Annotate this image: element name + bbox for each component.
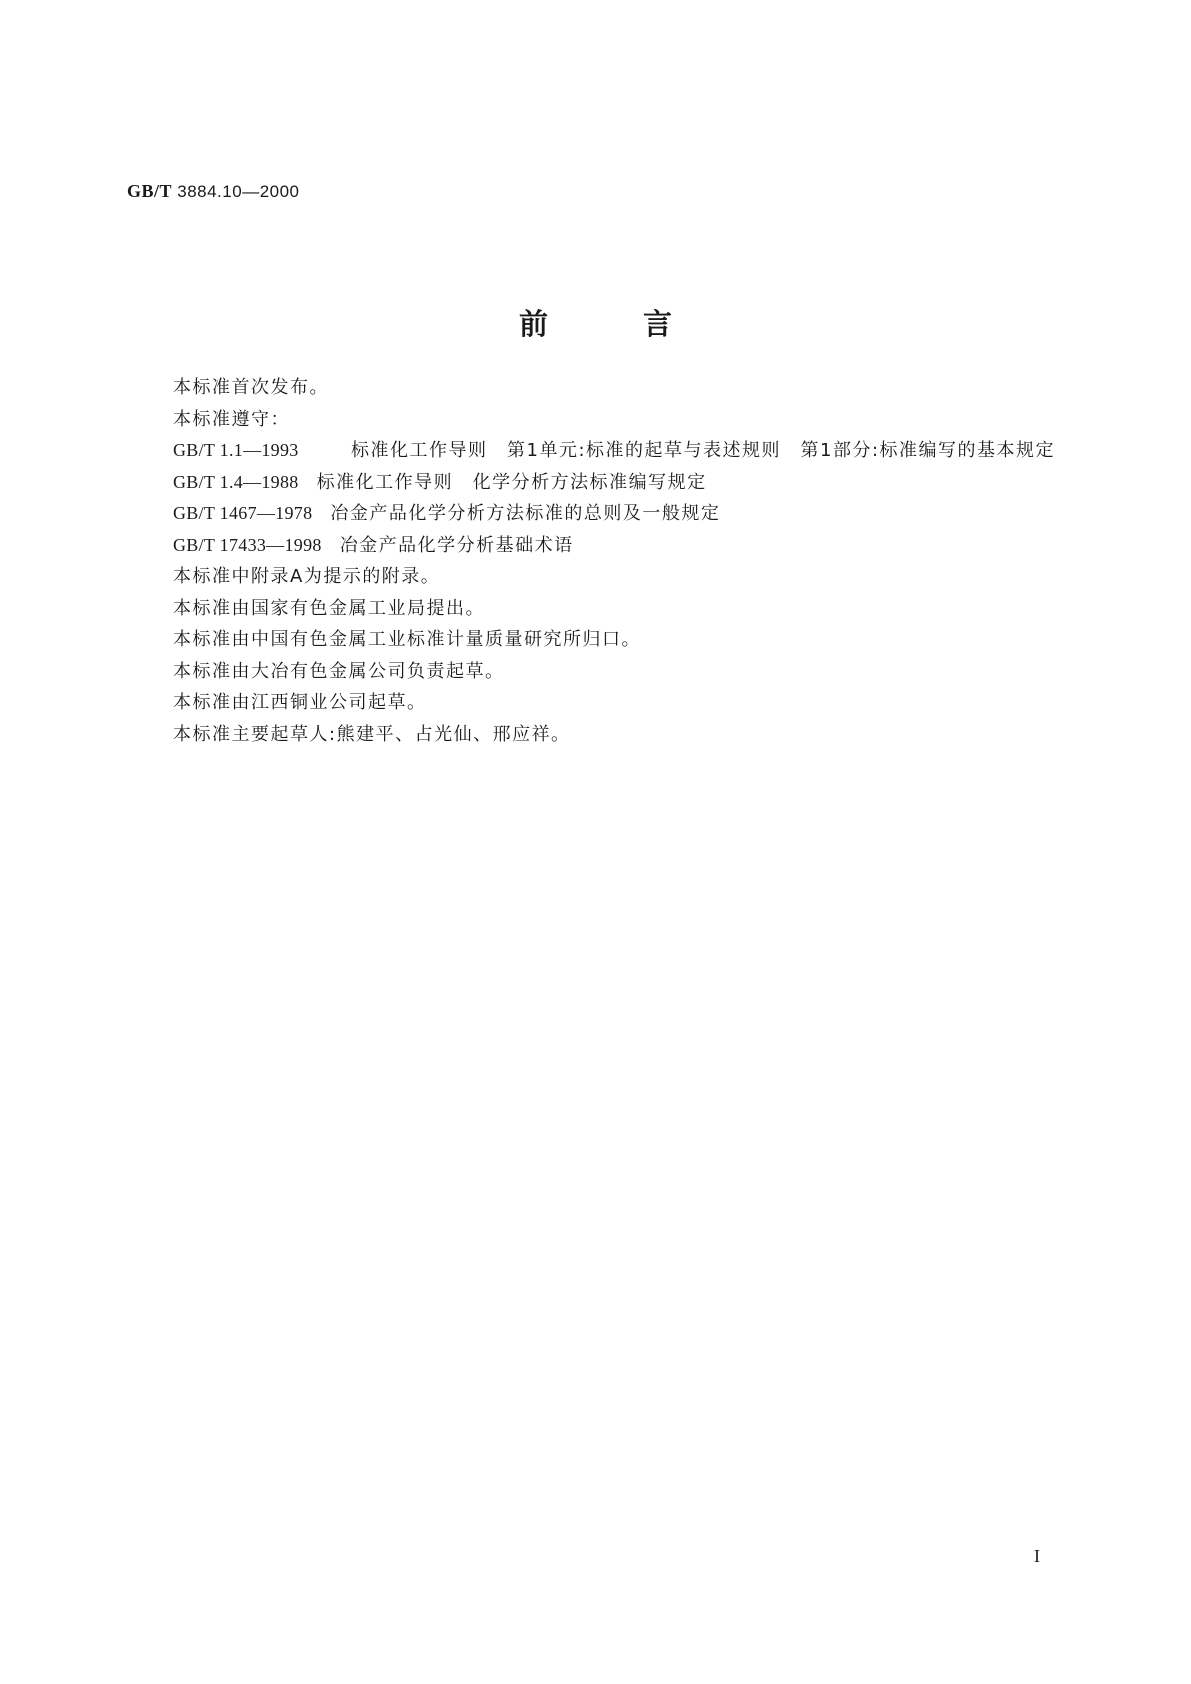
reference-code: GB/T 1.1—1993 [173,440,299,460]
standard-code-header [127,181,300,202]
reference-item [173,498,1073,530]
intro-line: 本标准遵守： [173,408,290,430]
page-number: I [1034,1546,1040,1566]
statement-line: 本标准由国家有色金属工业局提出。 [173,597,485,619]
reference-item [173,467,1073,499]
standard-code-prefix: GB/T [127,181,173,201]
page-title: 前言 [518,307,767,341]
intro-line: 本标准首次发布。 [173,377,329,398]
statement-line: 本标准由中国有色金属工业标准计量质量研究所归口。 [173,629,641,650]
statement-line: 本标准主要起草人:熊建平、占光仙、邢应祥。 [173,723,571,745]
reference-code: GB/T 17433—1998 [173,534,322,555]
statement-line: 本标准由江西铜业公司起草。 [173,692,427,713]
reference-item [173,435,1073,467]
reference-title: 冶金产品化学分析方法标准的总则及一般规定 [330,503,721,524]
reference-code: GB/T 1467—1978 [173,503,313,523]
foreword-body [173,372,1073,750]
reference-title: 标准化工作导则 第1单元:标准的起草与表述规则 第1部分:标准编写的基本规定 [351,440,1056,461]
reference-item [173,530,1073,562]
statement-line: 本标准由大冶有色金属公司负责起草。 [173,660,505,682]
reference-title: 冶金产品化学分析基础术语 [339,534,574,556]
statement-line: 本标准中附录A为提示的附录。 [173,566,441,587]
reference-title: 标准化工作导则 化学分析方法标准编写规定 [316,471,707,493]
reference-code: GB/T 1.4—1988 [173,471,299,492]
standard-code-number: 3884.10—2000 [172,182,300,201]
